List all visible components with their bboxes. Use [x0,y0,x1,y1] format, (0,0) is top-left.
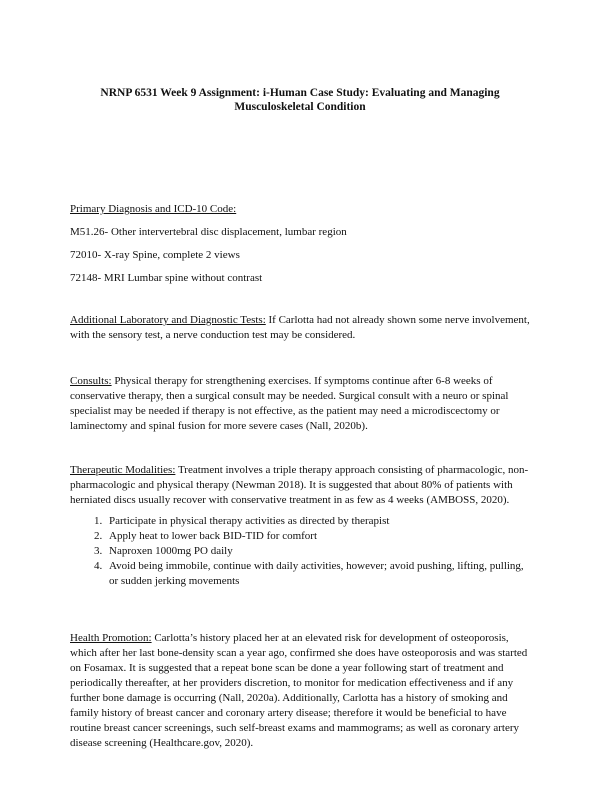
primary-diagnosis-section [70,202,532,294]
additional-tests-heading: Additional Laboratory and Diagnostic Tests: [70,314,266,326]
therapy-list [70,514,532,589]
additional-tests-text: If Carlotta had not already shown some nerve involvement, with the sensory test, a nerve conduction test may be considered. [70,314,530,341]
list-item: 3. Naproxen 1000mg PO daily [105,544,532,559]
code-item: 72148- MRI Lumbar spine without contrast [70,272,263,284]
health-promotion-heading: Health Promotion: [70,632,152,644]
therapeutic-section [70,463,532,589]
code-item: 72010- X-ray Spine, complete 2 views [70,249,240,261]
primary-diagnosis-heading: Primary Diagnosis and ICD-10 Code: [70,203,237,215]
list-item: 2. Apply heat to lower back BID-TID for comfort [105,529,532,544]
list-item: 4. Avoid being immobile, continue with daily activities, however; avoid pushing, lifting, pulling, or sudden jerking movements [105,559,532,589]
code-item: M51.26- Other intervertebral disc displacement, lumbar region [70,226,347,238]
title-line-2: Musculoskeletal Condition [234,101,366,113]
list-item: 1. Participate in physical therapy activities as directed by therapist [105,514,532,529]
therapeutic-heading: Therapeutic Modalities: [70,464,176,476]
consults-text: Physical therapy for strengthening exercises. If symptoms continue after 6-8 weeks of conservative therapy, then a surgical consult may be needed. Surgical consult with a neuro or spinal specialist may be needed if therapy is not effective, as the patient may need a microdiscectomy or laminectomy and spinal fusion for more severe cases (Nall, 2020b). [70,375,509,432]
therapeutic-text: Treatment involves a triple therapy approach consisting of pharmacologic, non-pharmacologic and physical therapy (Newman 2018). It is suggested that about 80% of patients with herniated discs usually recover with conservative treatment in as few as 4 weeks (AMBOSS, 2020). [70,464,529,506]
consults-heading: Consults: [70,375,112,387]
additional-tests-section [70,313,532,343]
health-promotion-section [70,631,532,751]
consults-section [70,374,532,434]
document-title [60,86,540,114]
health-promotion-text: Carlotta’s history placed her at an elevated risk for development of osteoporosis, which after her last bone-density scan a year ago, confirmed she does have osteoporosis and was started on Fosamax. It is suggested that a repeat bone scan be done a year following start of treatment and periodically thereafter, at her providers discretion, to monitor for medication effectiveness and if any further bone damage is occurring (Nall, 2020a). Additionally, Carlotta has a history of smoking and family history of breast cancer and coronary artery disease; therefore it would be beneficial to have routine breast cancer screenings, such self-breast exams and mammograms; as well as coronary artery disease screening (Healthcare.gov, 2020). [70,632,528,749]
title-line-1: NRNP 6531 Week 9 Assignment: i-Human Case Study: Evaluating and Managing [100,87,500,99]
